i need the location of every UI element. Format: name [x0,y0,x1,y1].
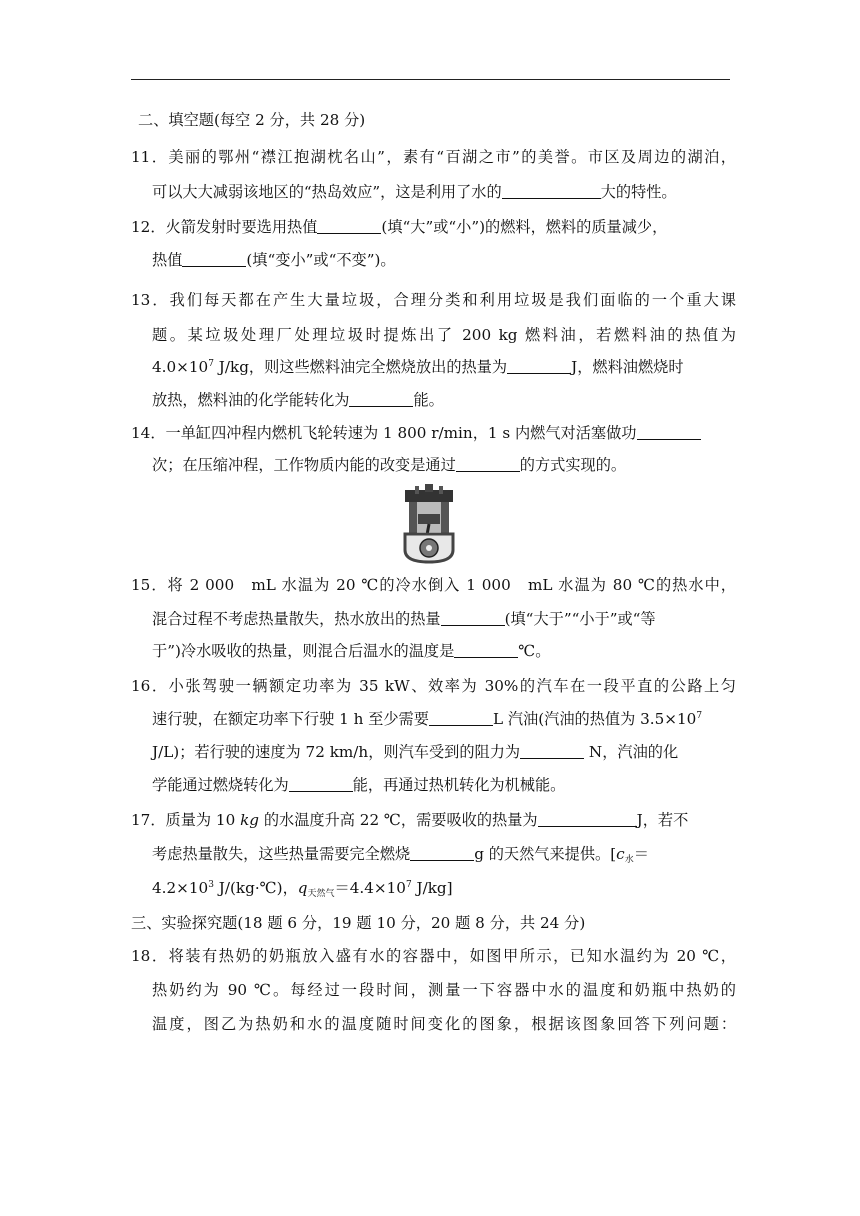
q15-line-3: 于”)冷水吸收的热量，则混合后温水的温度是 ℃。 [152,642,551,660]
q16-line-3: J/L)；若行驶的速度为 72 km/h，则汽车受到的阻力为 N，汽油的化 [152,743,679,761]
q18-line-1: 18．将装有热奶的奶瓶放入盛有水的容器中，如图甲所示，已知水温约为 20 ℃， [131,947,736,965]
q12-line-2: 热值 (填“变小”或“不变”)。 [152,251,396,269]
q15-line-1: 15．将 2 000 mL 水温为 20 ℃的冷水倒入 1 000 mL 水温为 80 ℃的热水中， [131,576,736,594]
q12-line-1: 12．火箭发射时要选用热值 (填“大”或“小”)的燃料，燃料的质量减少， [131,218,668,236]
q11-blank[interactable] [502,182,601,199]
q15-line-2: 混合过程不考虑热量散失，热水放出的热量 (填“大于”“小于”或“等 [152,610,656,628]
engine-cylinder-figure [397,484,461,564]
q13-line-1: 13．我们每天都在产生大量垃圾，合理分类和利用垃圾是我们面临的一个重大课 [131,291,736,309]
q16-blank-3[interactable] [289,775,353,792]
q16-blank-1[interactable] [429,709,493,726]
section-3-heading: 三、实验探究题(18 题 6 分，19 题 10 分，20 题 8 分，共 24 分) [131,914,586,932]
q14-line-2: 次；在压缩冲程，工作物质内能的改变是通过 的方式实现的。 [152,456,627,474]
q14-line-1: 14．一单缸四冲程内燃机飞轮转速为 1 800 r/min，1 s 内燃气对活塞做功 [131,423,736,443]
q16-line-2: 速行驶，在额定功率下行驶 1 h 至少需要 L 汽油(汽油的热值为 $3.5\times 10^7$ [152,710,703,728]
engine-cylinder-diagram-icon [397,484,461,564]
q13-line-2: 题。某垃圾处理厂处理垃圾时提炼出了 200 kg 燃料油，若燃料油的热值为 [152,326,736,344]
q12-blank-2[interactable] [182,250,246,267]
q13-line-3: $4.0\times 10^7$ J/kg，则这些燃料油完全燃烧放出的热量为 J，燃料油燃烧时 [152,358,684,376]
q14-blank-2[interactable] [456,455,520,472]
q18-line-3: 温度，图乙为热奶和水的温度随时间变化的图象，根据该图象回答下列问题： [152,1015,736,1033]
q16-line-4: 学能通过燃烧转化为 能，再通过热机转化为机械能。 [152,776,566,794]
q17-line-3: $4.2\times 10^3$ J/(kg·℃)，$q_{天然气}=4.4\times 10^7$ J/kg] [152,879,453,899]
q14-blank-1[interactable] [637,423,701,440]
top-rule [131,79,730,80]
q17-blank-2[interactable] [410,844,474,861]
q16-line-1: 16．小张驾驶一辆额定功率为 35 kW、效率为 30%的汽车在一段平直的公路上匀 [131,677,736,695]
q17-line-1: 17．质量为 10 kg 的水温度升高 22 ℃，需要吸收的热量为 J，若不 [131,811,689,829]
q13-blank-2[interactable] [349,390,413,407]
section-2-heading: 二、填空题(每空 2 分，共 28 分) [138,111,366,129]
q11-line-1: 11．美丽的鄂州“襟江抱湖枕名山”，素有“百湖之市”的美誉。市区及周边的湖泊， [131,148,736,166]
q11-line-2: 可以大大减弱该地区的“热岛效应”，这是利用了水的 大的特性。 [152,183,677,201]
q15-blank-2[interactable] [454,641,518,658]
q13-blank-1[interactable] [507,357,571,374]
q17-line-2: 考虑热量散失，这些热量需要完全燃烧 g 的天然气来提供。[$c_水=$ [152,845,649,865]
q17-blank-1[interactable] [538,810,637,827]
q18-line-2: 热奶约为 90 ℃。每经过一段时间，测量一下容器中水的温度和奶瓶中热奶的 [152,981,736,999]
q15-blank-1[interactable] [441,609,505,626]
q12-blank-1[interactable] [317,217,381,234]
q16-blank-2[interactable] [520,742,584,759]
q13-line-4: 放热，燃料油的化学能转化为 能。 [152,391,444,409]
